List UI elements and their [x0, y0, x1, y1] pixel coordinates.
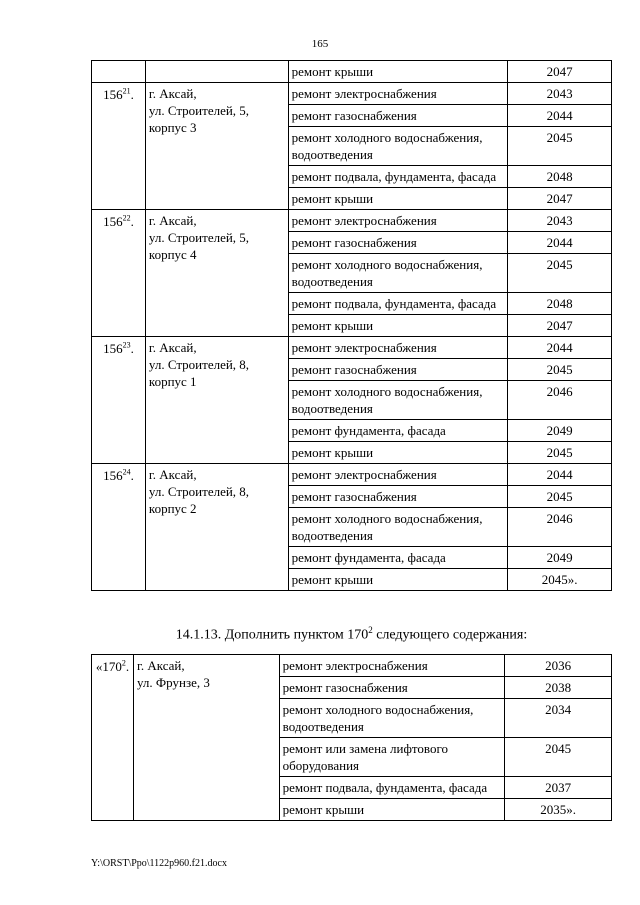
address-cell	[145, 210, 288, 337]
year-cell: 2046	[508, 381, 612, 420]
work-type-cell: ремонт газоснабжения	[288, 105, 508, 127]
work-type-cell: ремонт холодного водоснабжения, водоотведения	[288, 508, 508, 547]
address-line: ул. Строителей, 5,	[148, 103, 250, 118]
address-line: корпус 1	[148, 374, 197, 389]
year-cell: 2048	[508, 166, 612, 188]
year-cell: 2035».	[505, 799, 612, 821]
work-type-cell: ремонт холодного водоснабжения, водоотведения	[288, 381, 508, 420]
work-type-cell: ремонт электроснабжения	[288, 464, 508, 486]
item-number: 156	[103, 87, 123, 102]
table-row	[92, 61, 612, 83]
heading-superscript: 2	[368, 625, 373, 635]
address-line: корпус 4	[148, 247, 197, 262]
year-cell: 2047	[508, 188, 612, 210]
year-cell: 2038	[505, 677, 612, 699]
item-number-superscript: 21	[122, 86, 131, 96]
page-number: 165	[311, 38, 329, 50]
item-number-cell	[92, 464, 146, 591]
item-number-cell	[92, 655, 134, 821]
item-number-suffix: .	[125, 659, 130, 674]
table-row	[92, 655, 612, 677]
address-cell	[133, 655, 279, 821]
table-row	[92, 210, 612, 232]
table-row	[92, 83, 612, 105]
year-cell: 2047	[508, 315, 612, 337]
item-number-cell	[92, 210, 146, 337]
amendment-heading	[91, 625, 612, 644]
table-row	[92, 464, 612, 486]
new-item-table	[91, 654, 612, 821]
item-number-suffix: .	[130, 214, 134, 229]
item-number: 156	[103, 214, 123, 229]
work-type-cell: ремонт крыши	[288, 61, 508, 83]
year-cell: 2037	[505, 777, 612, 799]
item-number-cell	[92, 61, 146, 83]
work-type-cell: ремонт электроснабжения	[288, 337, 508, 359]
address-line: г. Аксай,	[148, 467, 197, 482]
year-cell: 2045».	[508, 569, 612, 591]
item-number: 156	[103, 468, 123, 483]
year-cell: 2044	[508, 232, 612, 254]
address-cell	[145, 83, 288, 210]
address-line: г. Аксай,	[148, 86, 197, 101]
year-cell: 2045	[508, 442, 612, 464]
work-type-cell: ремонт подвала, фундамента, фасада	[279, 777, 505, 799]
year-cell: 2045	[508, 127, 612, 166]
work-type-cell: ремонт электроснабжения	[288, 210, 508, 232]
address-line: корпус 3	[148, 120, 197, 135]
item-number-superscript: 24	[122, 467, 131, 477]
year-cell: 2045	[505, 738, 612, 777]
item-number-suffix: .	[130, 87, 134, 102]
year-cell: 2049	[508, 547, 612, 569]
address-line: ул. Строителей, 5,	[148, 230, 250, 245]
work-type-cell: ремонт крыши	[288, 188, 508, 210]
address-line: корпус 2	[148, 501, 197, 516]
year-cell: 2044	[508, 464, 612, 486]
address-line: ул. Фрунзе, 3	[136, 675, 210, 690]
work-type-cell: ремонт газоснабжения	[288, 232, 508, 254]
work-type-cell: ремонт крыши	[288, 569, 508, 591]
work-type-cell: ремонт крыши	[279, 799, 505, 821]
address-cell	[145, 337, 288, 464]
work-type-cell: ремонт крыши	[288, 442, 508, 464]
year-cell: 2043	[508, 83, 612, 105]
work-type-cell: ремонт подвала, фундамента, фасада	[288, 166, 508, 188]
address-cell	[145, 464, 288, 591]
work-type-cell: ремонт фундамента, фасада	[288, 547, 508, 569]
item-number: «170	[95, 659, 122, 674]
repair-schedule-table	[91, 60, 612, 591]
work-type-cell: ремонт холодного водоснабжения, водоотведения	[279, 699, 505, 738]
year-cell: 2046	[508, 508, 612, 547]
year-cell: 2047	[508, 61, 612, 83]
year-cell: 2043	[508, 210, 612, 232]
work-type-cell: ремонт подвала, фундамента, фасада	[288, 293, 508, 315]
work-type-cell: ремонт или замена лифтового оборудования	[279, 738, 505, 777]
year-cell: 2036	[505, 655, 612, 677]
item-number-cell	[92, 83, 146, 210]
year-cell: 2044	[508, 105, 612, 127]
item-number-suffix: .	[130, 341, 134, 356]
address-line: ул. Строителей, 8,	[148, 357, 250, 372]
item-number-cell	[92, 337, 146, 464]
year-cell: 2044	[508, 337, 612, 359]
table-row	[92, 337, 612, 359]
work-type-cell: ремонт холодного водоснабжения, водоотведения	[288, 254, 508, 293]
work-type-cell: ремонт электроснабжения	[279, 655, 505, 677]
year-cell: 2048	[508, 293, 612, 315]
heading-text: 14.1.13. Дополнить пунктом 170	[175, 627, 369, 643]
heading-text-end: следующего содержания:	[372, 627, 528, 643]
work-type-cell: ремонт фундамента, фасада	[288, 420, 508, 442]
year-cell: 2045	[508, 486, 612, 508]
work-type-cell: ремонт электроснабжения	[288, 83, 508, 105]
file-path-footer: Y:\ORST\Ppo\1122p960.f21.docx	[91, 858, 227, 869]
address-line: г. Аксай,	[148, 213, 197, 228]
year-cell: 2045	[508, 254, 612, 293]
item-number-superscript: 23	[122, 340, 131, 350]
item-number-superscript: 2	[121, 658, 126, 668]
work-type-cell: ремонт газоснабжения	[288, 486, 508, 508]
address-line: ул. Строителей, 8,	[148, 484, 250, 499]
address-cell	[145, 61, 288, 83]
work-type-cell: ремонт газоснабжения	[279, 677, 505, 699]
address-line: г. Аксай,	[148, 340, 197, 355]
year-cell: 2034	[505, 699, 612, 738]
year-cell: 2045	[508, 359, 612, 381]
work-type-cell: ремонт крыши	[288, 315, 508, 337]
year-cell: 2049	[508, 420, 612, 442]
address-line: г. Аксай,	[136, 658, 185, 673]
item-number: 156	[103, 341, 123, 356]
item-number-superscript: 22	[122, 213, 131, 223]
work-type-cell: ремонт газоснабжения	[288, 359, 508, 381]
item-number-suffix: .	[130, 468, 134, 483]
work-type-cell: ремонт холодного водоснабжения, водоотведения	[288, 127, 508, 166]
